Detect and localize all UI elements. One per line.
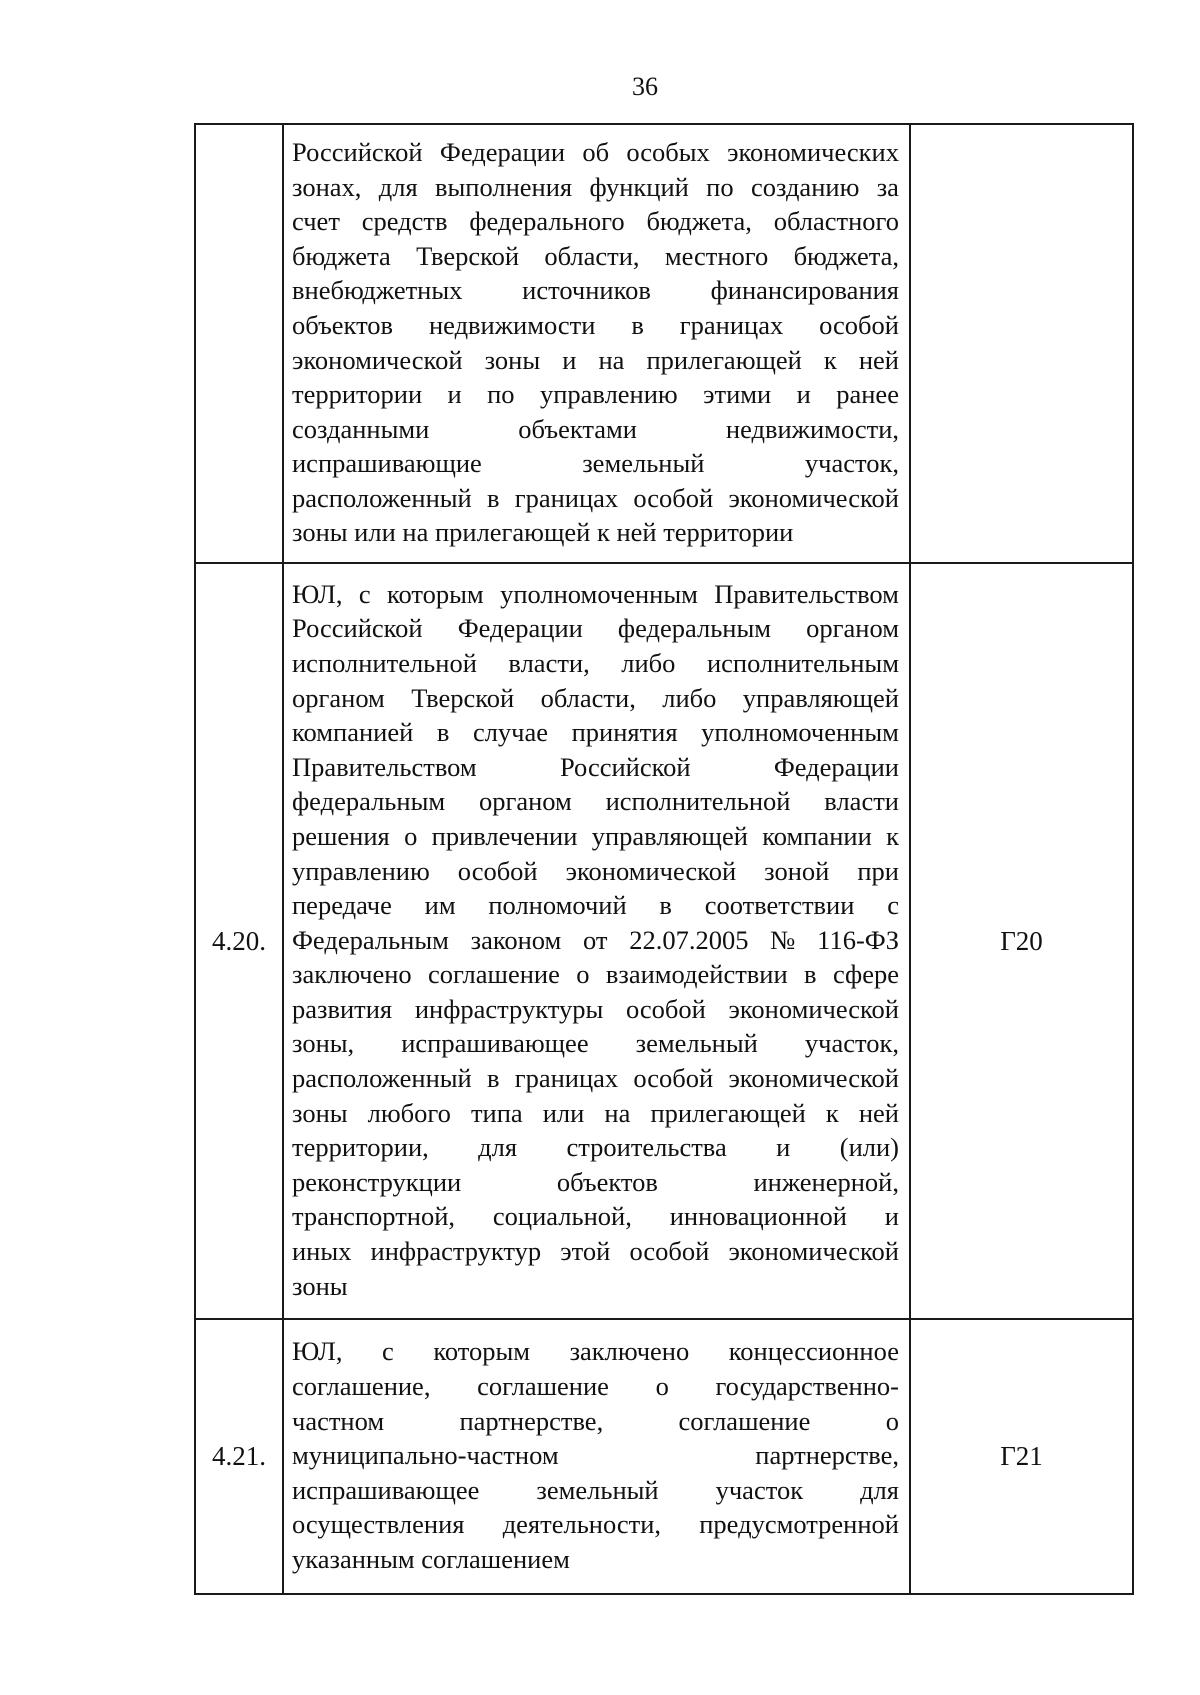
description-line: транспортной, социальной, инновационной и: [292, 1201, 899, 1232]
description-line: ЮЛ, с которым заключено концессионное: [292, 1336, 899, 1367]
description-line: зонах, для выполнения функций по созданию за: [292, 171, 899, 202]
table-row: [195, 1319, 1133, 1594]
row-description-cell: [283, 124, 910, 563]
description-line: зоны любого типа или на прилегающей к ней: [292, 1097, 899, 1128]
description-line: осуществления деятельности, предусмотренной: [292, 1509, 899, 1540]
row-code-cell: [910, 124, 1133, 563]
description-line: федеральным органом исполнительной власти: [292, 786, 899, 817]
description-line: экономической зоны и на прилегающей к ней: [292, 344, 899, 375]
table-row: [195, 563, 1133, 1319]
description-line: реконструкции объектов инженерной,: [292, 1166, 899, 1197]
description-line: испрашивающее земельный участок для: [292, 1474, 899, 1505]
description-line: расположенный в границах особой экономической: [292, 482, 899, 513]
description-line: зоны, испрашивающее земельный участок,: [292, 1028, 899, 1059]
description-line: органом Тверской области, либо управляющей: [292, 682, 899, 713]
description-line: зоны: [292, 1270, 348, 1301]
description-line: иных инфраструктур этой особой экономической: [292, 1236, 899, 1267]
description-line: компанией в случае принятия уполномоченным: [292, 717, 899, 748]
description-line: счет средств федерального бюджета, областного: [292, 206, 899, 237]
row-number-cell: 4.21.: [195, 1319, 283, 1594]
row-description-cell: [283, 563, 910, 1319]
description-line: объектов недвижимости в границах особой: [292, 309, 899, 340]
row-code-cell: Г20: [910, 563, 1133, 1319]
table-row: [195, 124, 1133, 563]
description-line: внебюджетных источников финансирования: [292, 275, 899, 306]
description-line: территории, для строительства и (или): [292, 1132, 899, 1163]
description-line: частном партнерстве, соглашение о: [292, 1405, 899, 1436]
description-line: зоны или на прилегающей к ней территории: [292, 517, 794, 548]
description-line: передаче им полномочий в соответствии с: [292, 890, 899, 921]
description-line: Правительством Российской Федерации: [292, 751, 899, 782]
row-description-cell: [283, 1319, 910, 1594]
description-line: Федеральным законом от 22.07.2005 № 116-ФЗ: [292, 924, 899, 955]
description-line: созданными объектами недвижимости,: [292, 413, 899, 444]
description-line: соглашение, соглашение о государственно-: [292, 1371, 899, 1402]
description-line: исполнительной власти, либо исполнительным: [292, 647, 899, 678]
classification-table: [194, 123, 1134, 1595]
description-line: развития инфраструктуры особой экономической: [292, 993, 899, 1024]
description-line: Российской Федерации федеральным органом: [292, 613, 899, 644]
page-number: 36: [632, 72, 658, 101]
description-line: управлению особой экономической зоной при: [292, 855, 899, 886]
row-code-cell: Г21: [910, 1319, 1133, 1594]
description-line: решения о привлечении управляющей компании к: [292, 820, 899, 851]
description-line: ЮЛ, с которым уполномоченным Правительством: [292, 578, 899, 609]
description-line: заключено соглашение о взаимодействии в сфере: [292, 959, 899, 990]
description-line: испрашивающие земельный участок,: [292, 448, 899, 479]
description-line: муниципально-частном партнерстве,: [292, 1440, 899, 1471]
description-line: бюджета Тверской области, местного бюджета,: [292, 240, 899, 271]
description-line: территории и по управлению этими и ранее: [292, 379, 899, 410]
row-number-cell: 4.20.: [195, 563, 283, 1319]
row-number-cell: [195, 124, 283, 563]
description-line: указанным соглашением: [292, 1543, 570, 1574]
description-line: Российской Федерации об особых экономических: [292, 136, 899, 167]
description-line: расположенный в границах особой экономической: [292, 1063, 899, 1094]
